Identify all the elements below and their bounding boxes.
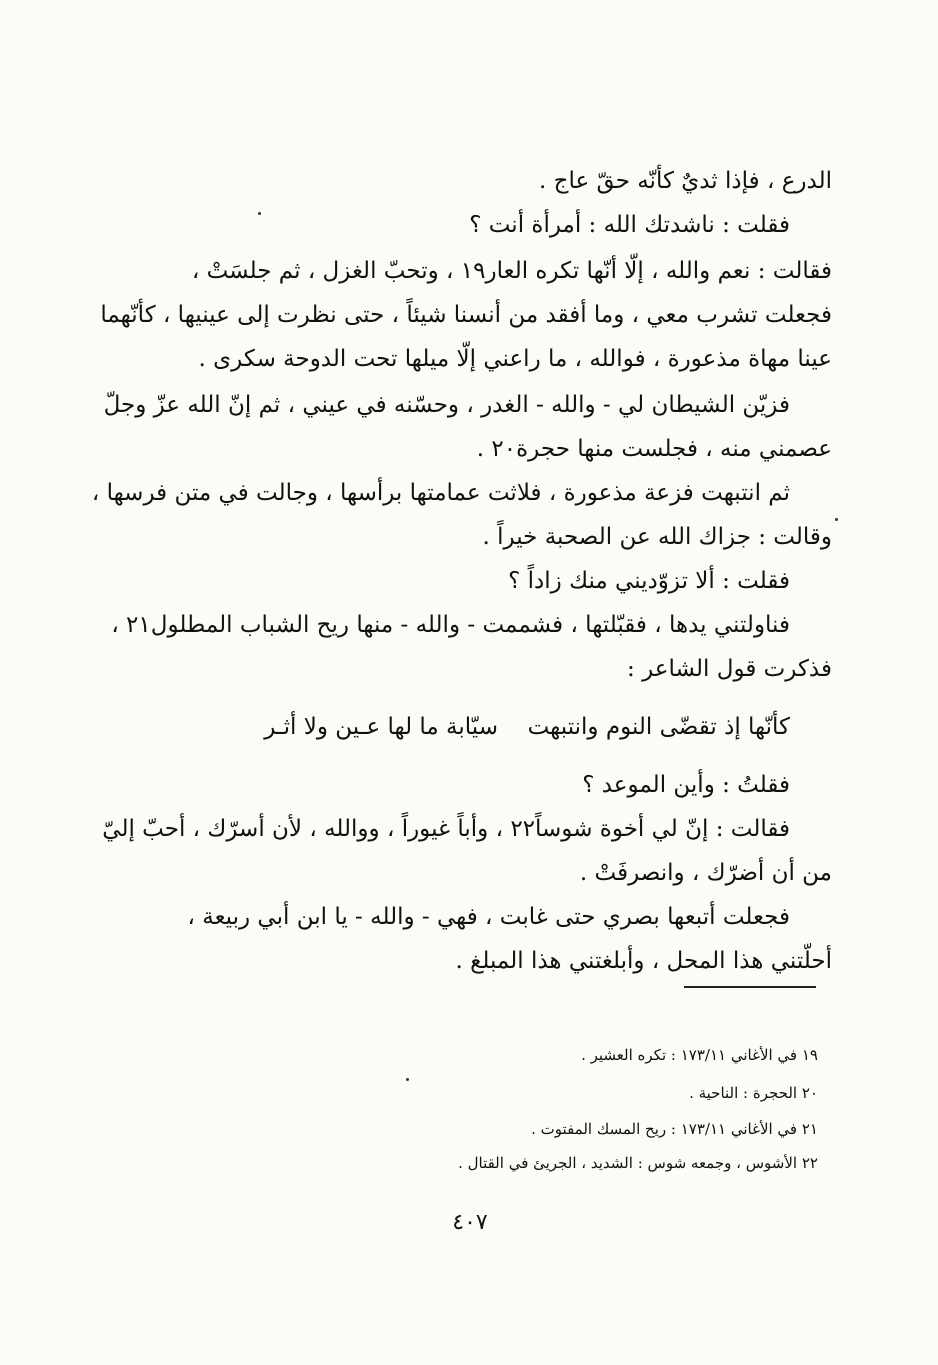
body-line: من أن أضرّك ، وانصرفَتْ .	[579, 860, 832, 886]
body-line: فجعلت أتبعها بصري حتى غابت ، فهي - والله - يا ابن أبي ربيعة ،	[187, 904, 790, 930]
footnote: ٢١ في الأغاني ١٧٣/١١ : ريح المسك المفتوت .	[531, 1120, 818, 1138]
body-line: عينا مهاة مذعورة ، فوالله ، ما راعني إلّا ميلها تحت الدوحة سكرى .	[198, 346, 832, 372]
body-line: عصمني منه ، فجلست منها حجرة٢٠ .	[476, 436, 832, 462]
body-line: فذكرت قول الشاعر :	[627, 656, 832, 682]
body-line: أحلّتني هذا المحل ، وأبلغتني هذا المبلغ .	[455, 948, 832, 974]
body-line: فجعلت تشرب معي ، وما أفقد من أنسنا شيئاً ، حتى نظرت إلى عينيها ، كأنّهما	[100, 302, 832, 328]
page-number: ٤٠٧	[452, 1210, 488, 1235]
body-line: ثم انتبهت فزعة مذعورة ، فلاثت عمامتها برأسها ، وجالت في متن فرسها ،	[91, 480, 790, 506]
footnote: ١٩ في الأغاني ١٧٣/١١ : تكره العشير .	[581, 1046, 818, 1064]
body-line: فزيّن الشيطان لي - والله - الغدر ، وحسّنه في عيني ، ثم إنّ الله عزّ وجلّ	[103, 392, 790, 418]
footnote: ٢٠ الحجرة : الناحية .	[689, 1084, 818, 1102]
footnote-separator	[684, 986, 816, 988]
body-line: وقالت : جزاك الله عن الصحبة خيراً .	[482, 524, 832, 550]
body-line: فقالت : إنّ لي أخوة شوساً٢٢ ، وأباً غيوراً ، ووالله ، لأن أسرّك ، أحبّ إليّ	[102, 816, 790, 842]
scan-speck	[406, 1078, 409, 1081]
verse-second-hemistich: سيّابة ما لها عـين ولا أثـر	[264, 714, 498, 740]
scan-speck	[258, 212, 261, 215]
body-line: فقلتُ : وأين الموعد ؟	[582, 772, 790, 798]
footnote: ٢٢ الأشوس ، وجمعه شوس : الشديد ، الجريئ في القتال .	[458, 1154, 818, 1172]
body-line: فقالت : نعم والله ، إلّا أنّها تكره العار١٩ ، وتحبّ الغزل ، ثم جلسَتْ ،	[191, 258, 832, 284]
body-line: فقلت : ألا تزوّديني منك زاداً ؟	[508, 568, 790, 594]
verse-first-hemistich: كأنّها إذ تقضّى النوم وانتبهت	[527, 714, 790, 740]
body-line: الدرع ، فإذا ثديٌ كأنّه حقّ عاج .	[539, 168, 832, 194]
body-line: فناولتني يدها ، فقبّلتها ، فشممت - والله - منها ريح الشباب المطلول٢١ ،	[111, 612, 790, 638]
scan-speck	[835, 518, 838, 521]
body-line: فقلت : ناشدتك الله : أمرأة أنت ؟	[469, 212, 790, 238]
